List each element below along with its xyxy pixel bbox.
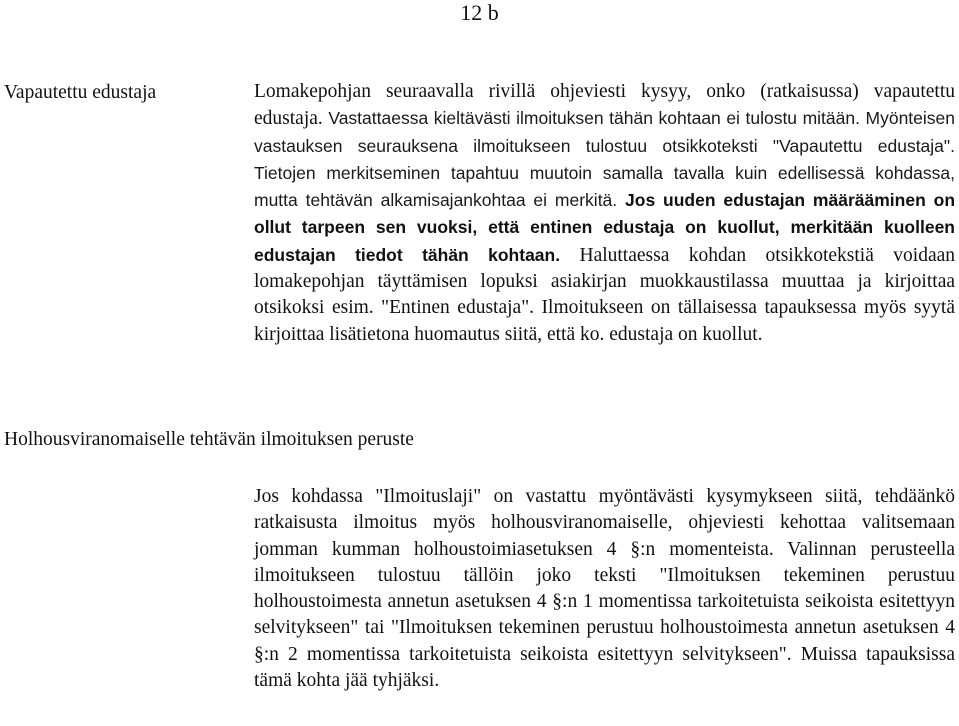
paragraph-vapautettu-edustaja <box>254 79 955 348</box>
paragraph-text-b: Vastattaessa kieltävästi ilmoituksen tähän kohtaan ei tulostu mitään. Myönteisen vastauksen seurauksena ilmoitukseen tulostuu otsikkoteksti "Vapautettu edustaja". Tietojen merkitseminen tapahtuu muutoin samalla tavalla kuin edellisessä kohdassa, mutta tehtävän alkamisajankohtaa ei merkitä. <box>254 108 955 211</box>
section-heading-ilmoituksen-peruste: Holhousviranomaiselle tehtävän ilmoituksen peruste <box>4 429 414 450</box>
term-vapautettu-edustaja: Vapautettu edustaja <box>4 82 157 103</box>
paragraph-ilmoituksen-peruste: Jos kohdassa "Ilmoituslaji" on vastattu myöntävästi kysymykseen siitä, tehdäänkö ratkaisusta ilmoitus myös holhousviranomaiselle, ohjeviesti kehottaa valitsemaan jomman kumman holhoustoimiasetuksen 4 §:n momenteista. Valinnan perusteella ilmoitukseen tulostuu tällöin joko teksti "Ilmoituksen tekeminen perustuu holhoustoimesta annetun asetuksen 4 §:n 1 momentissa tarkoitetuista seikoista esitettyyn selvitykseen" tai "Ilmoituksen tekeminen perustuu holhoustoimesta annetun asetuksen 4 §:n 2 momentissa tarkoitetuista seikoista esitettyyn selvitykseen". Muissa tapauksissa tämä kohta jää tyhjäksi. <box>254 486 955 692</box>
paragraph-text-a: Lomakepohjan seuraavalla rivillä ohjeviesti kysyy, onko (ratkaisussa) vapautettu edustaja. <box>254 81 955 130</box>
paragraph-bold-text: Jos uuden edustajan määrääminen on ollut tarpeen sen vuoksi, että entinen edustaja on kuollut, merkitään kuolleen edustajan tiedot tähän kohtaan. <box>254 190 956 265</box>
page-number: 12 b <box>460 0 499 25</box>
paragraph-text-c: Haluttaessa kohdan otsikkotekstiä voidaan lomakepohjan täyttämisen lopuksi asiakirjan muokkaustilassa muuttaa ja kirjoittaa otsikoksi esim. "Entinen edustaja". Ilmoitukseen on tällaisessa tapauksessa myös syytä kirjoittaa lisätietona huomautus siitä, että ko. edustaja on kuollut. <box>254 244 955 345</box>
